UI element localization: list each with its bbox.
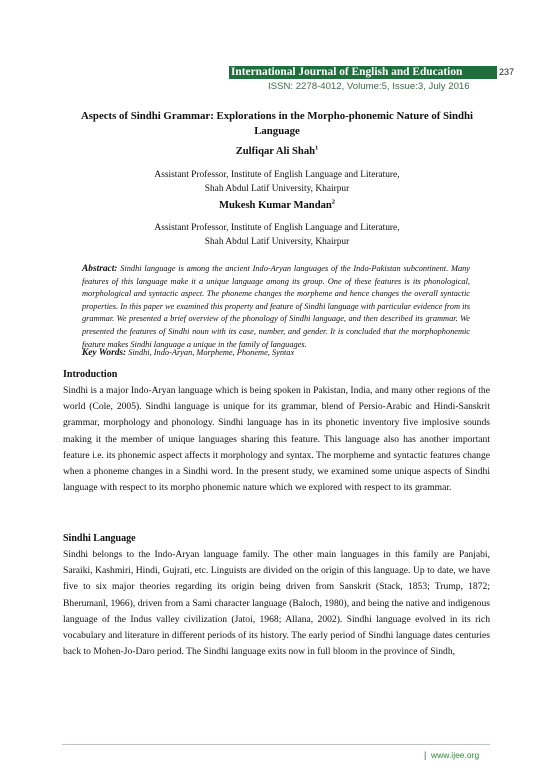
author-1-footnote-mark: 1 [315, 144, 319, 152]
page-number: 237 [499, 67, 515, 77]
author-2-affiliation-line2: Shah Abdul Latif University, Khairpur [204, 236, 350, 247]
footer-separator: | [424, 750, 427, 760]
section-heading-sindhi-language: Sindhi Language [63, 533, 136, 544]
abstract-label: Abstract: [82, 264, 118, 274]
keywords [82, 348, 470, 358]
introduction-paragraph: Sindhi is a major Indo-Aryan language which is being spoken in Pakistan, India, and many other regions of the world (Cole, 2005). Sindhi language is unique for its grammar, blend of Persio-Arabic and Hindi-Sanskrit grammar, morphology and phonology. Sindhi language has in its phonetic inventory five implosive sounds making it the member of unique languages sharing this feature. This language also has another important feature i.e. its phonemic aspect affects it morphology and syntax. The morpheme and syntactic features change when a phoneme changes in a Sindhi word. In the present study, we examined some unique aspects of Sindhi language with respect to its morpho phonemic nature which we explored with respect to its grammar. [63, 385, 490, 494]
keywords-label: Key Words: [82, 348, 127, 358]
author-2-name: Mukesh Kumar Mandan [218, 200, 332, 211]
author-1-affiliation-line1: Assistant Professor, Institute of English Language and Literature, [154, 170, 400, 180]
abstract-text: Sindhi language is among the ancient Indo-Aryan languages of the Indo-Pakistan subcontinent. Many features of this language make it a unique language among its group. One of these features is its phonological, morphological and syntactic aspect. The phoneme changes the morpheme and hence changes the overall syntactic properties. In this paper we examined this property and feature of Sindhi language with particular evidence from its grammar. We presented a brief overview of the phonology of Sindhi language, and then described its grammar. We presented the features of Sindhi noun with its case, number, and gender. It is concluded that the morphophonemic feature makes Sindhi language a unique in the family of languages. [82, 264, 470, 349]
author-1-name: Zulfiqar Ali Shah [235, 146, 316, 157]
author-2 [64, 200, 490, 211]
keywords-text: Sindhi, Indo-Aryan, Morpheme, Phoneme, Syntax [128, 348, 295, 357]
author-1-affiliation-line2: Shah Abdul Latif University, Khairpur [204, 183, 350, 194]
author-1-affiliation [64, 169, 490, 196]
issn-line: ISSN: 2278-4012, Volume:5, Issue:3, July 2016 [268, 81, 470, 92]
author-2-affiliation-line1: Assistant Professor, Institute of English Language and Literature, [154, 223, 400, 233]
author-1 [64, 146, 490, 157]
footer-rule [62, 744, 490, 745]
footer-url-link[interactable]: www.ijee.org [431, 750, 480, 760]
section-heading-introduction: Introduction [63, 369, 118, 380]
author-2-footnote-mark: 2 [331, 198, 336, 206]
abstract [82, 263, 470, 351]
journal-title: International Journal of English and Education [231, 66, 463, 78]
paper-title: Aspects of Sindhi Grammar: Explorations in the Morpho-phonemic Nature of Sindhi Language [80, 110, 474, 137]
sindhi-language-paragraph: Sindhi belongs to the Indo-Aryan language family. The other main languages in this family are Panjabi, Saraiki, Kashmiri, Hindi, Gujrati, etc. Linguists are divided on the origin of this language. Up to date, we have five to six major theories regarding its origin being driven from Sanskrit (Stack, 1853; Trump, 1872; Bherumanl, 1966), driven from a Sami character language (Baloch, 1980), and being the native and indigenous language of the Indus valley civilization (Jatoi, 1968; Allana, 2002). Sindhi language evolved in its rich vocabulary and literature in different periods of its history. The early period of Sindhi language dates centuries back to Mohen-Jo-Daro period. The Sindhi language exits now in full bloom in the province of Sindh, [63, 549, 490, 658]
author-2-affiliation [64, 222, 490, 249]
